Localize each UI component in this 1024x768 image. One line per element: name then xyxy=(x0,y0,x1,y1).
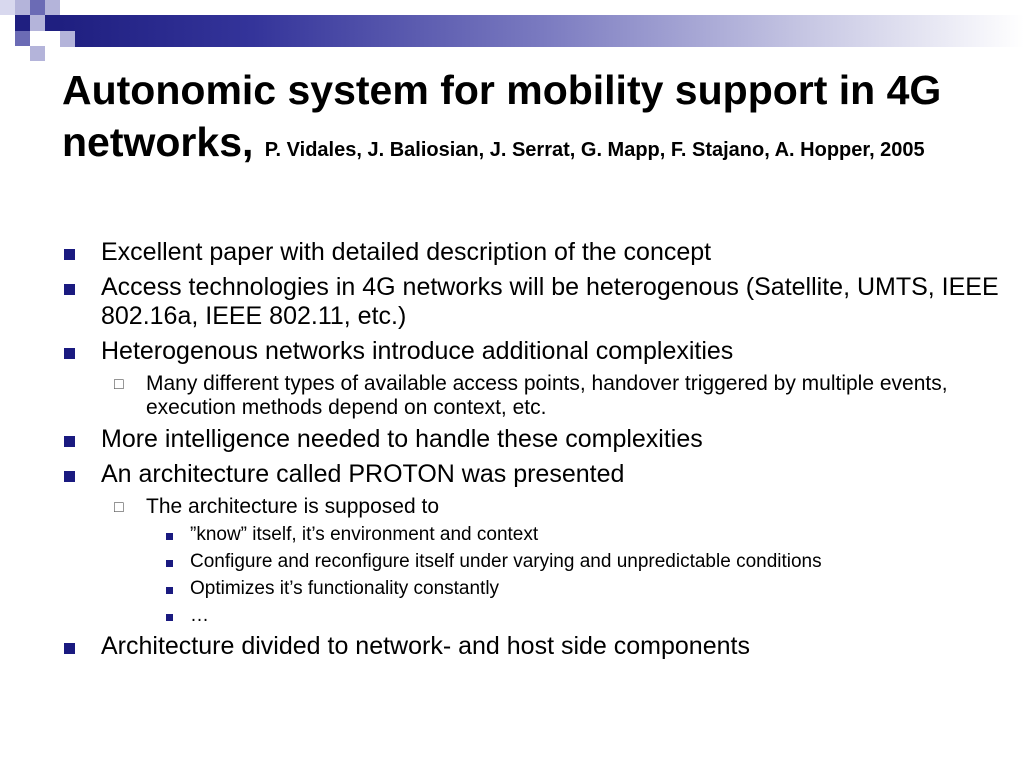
bullet-level-1 xyxy=(0,238,1024,267)
deco-square xyxy=(15,0,30,15)
square-bullet-icon xyxy=(64,348,75,359)
bullet-text: Configure and reconfigure itself under varying and unpredictable conditions xyxy=(190,551,822,572)
deco-square xyxy=(30,46,45,61)
bullet-level-3 xyxy=(0,605,1024,627)
square-bullet-icon xyxy=(64,436,75,447)
bullet-level-1 xyxy=(0,632,1024,661)
title-authors: P. Vidales, J. Baliosian, J. Serrat, G. Mapp, F. Stajano, A. Hopper, 2005 xyxy=(264,139,925,162)
bullet-text: Excellent paper with detailed description of the concept xyxy=(101,238,712,266)
square-bullet-icon xyxy=(166,560,173,567)
bullet-level-3 xyxy=(0,524,1024,546)
bullet-text: An architecture called PROTON was presented xyxy=(101,460,625,488)
deco-square xyxy=(60,31,75,47)
bullet-text: The architecture is supposed to xyxy=(146,495,439,518)
deco-square xyxy=(30,0,45,15)
bullet-text: Architecture divided to network- and host side components xyxy=(101,632,750,660)
bullet-text: Many different types of available access points, handover triggered by multiple events, execution methods depend on context, etc. xyxy=(146,372,948,419)
deco-square xyxy=(0,0,15,15)
bullet-text: … xyxy=(190,605,209,626)
bullet-level-1 xyxy=(0,337,1024,366)
deco-square xyxy=(45,0,60,15)
square-bullet-icon xyxy=(166,614,173,621)
bullet-text: ”know” itself, it’s environment and context xyxy=(190,524,539,545)
square-bullet-icon xyxy=(166,533,173,540)
bullet-text: More intelligence needed to handle these complexities xyxy=(101,425,703,453)
header-gradient-bar xyxy=(60,15,1024,47)
square-bullet-icon xyxy=(64,643,75,654)
bullet-level-1 xyxy=(0,273,1024,331)
bullet-text: Heterogenous networks introduce additional complexities xyxy=(101,337,734,365)
square-bullet-icon xyxy=(64,284,75,295)
bullet-level-2 xyxy=(0,372,1024,420)
slide-title xyxy=(62,64,992,169)
bullet-level-3 xyxy=(0,578,1024,600)
title-main: Autonomic system for mobility support in 4G networks, xyxy=(62,67,942,166)
deco-square xyxy=(30,15,45,31)
hollow-square-bullet-icon: □ xyxy=(114,376,124,393)
bullet-level-3 xyxy=(0,551,1024,573)
bullet-list xyxy=(0,238,1024,667)
square-bullet-icon xyxy=(64,249,75,260)
bullet-text: Optimizes it’s functionality constantly xyxy=(190,578,500,599)
deco-square xyxy=(15,15,30,31)
deco-square xyxy=(45,15,60,31)
bullet-level-1 xyxy=(0,425,1024,454)
bullet-text: Access technologies in 4G networks will be heterogenous (Satellite, UMTS, IEEE 802.16a, IEEE 802.11, etc.) xyxy=(101,273,999,330)
square-bullet-icon xyxy=(166,587,173,594)
square-bullet-icon xyxy=(64,471,75,482)
bullet-level-2 xyxy=(0,495,1024,519)
deco-square xyxy=(15,31,30,46)
bullet-level-1 xyxy=(0,460,1024,489)
hollow-square-bullet-icon: □ xyxy=(114,499,124,516)
